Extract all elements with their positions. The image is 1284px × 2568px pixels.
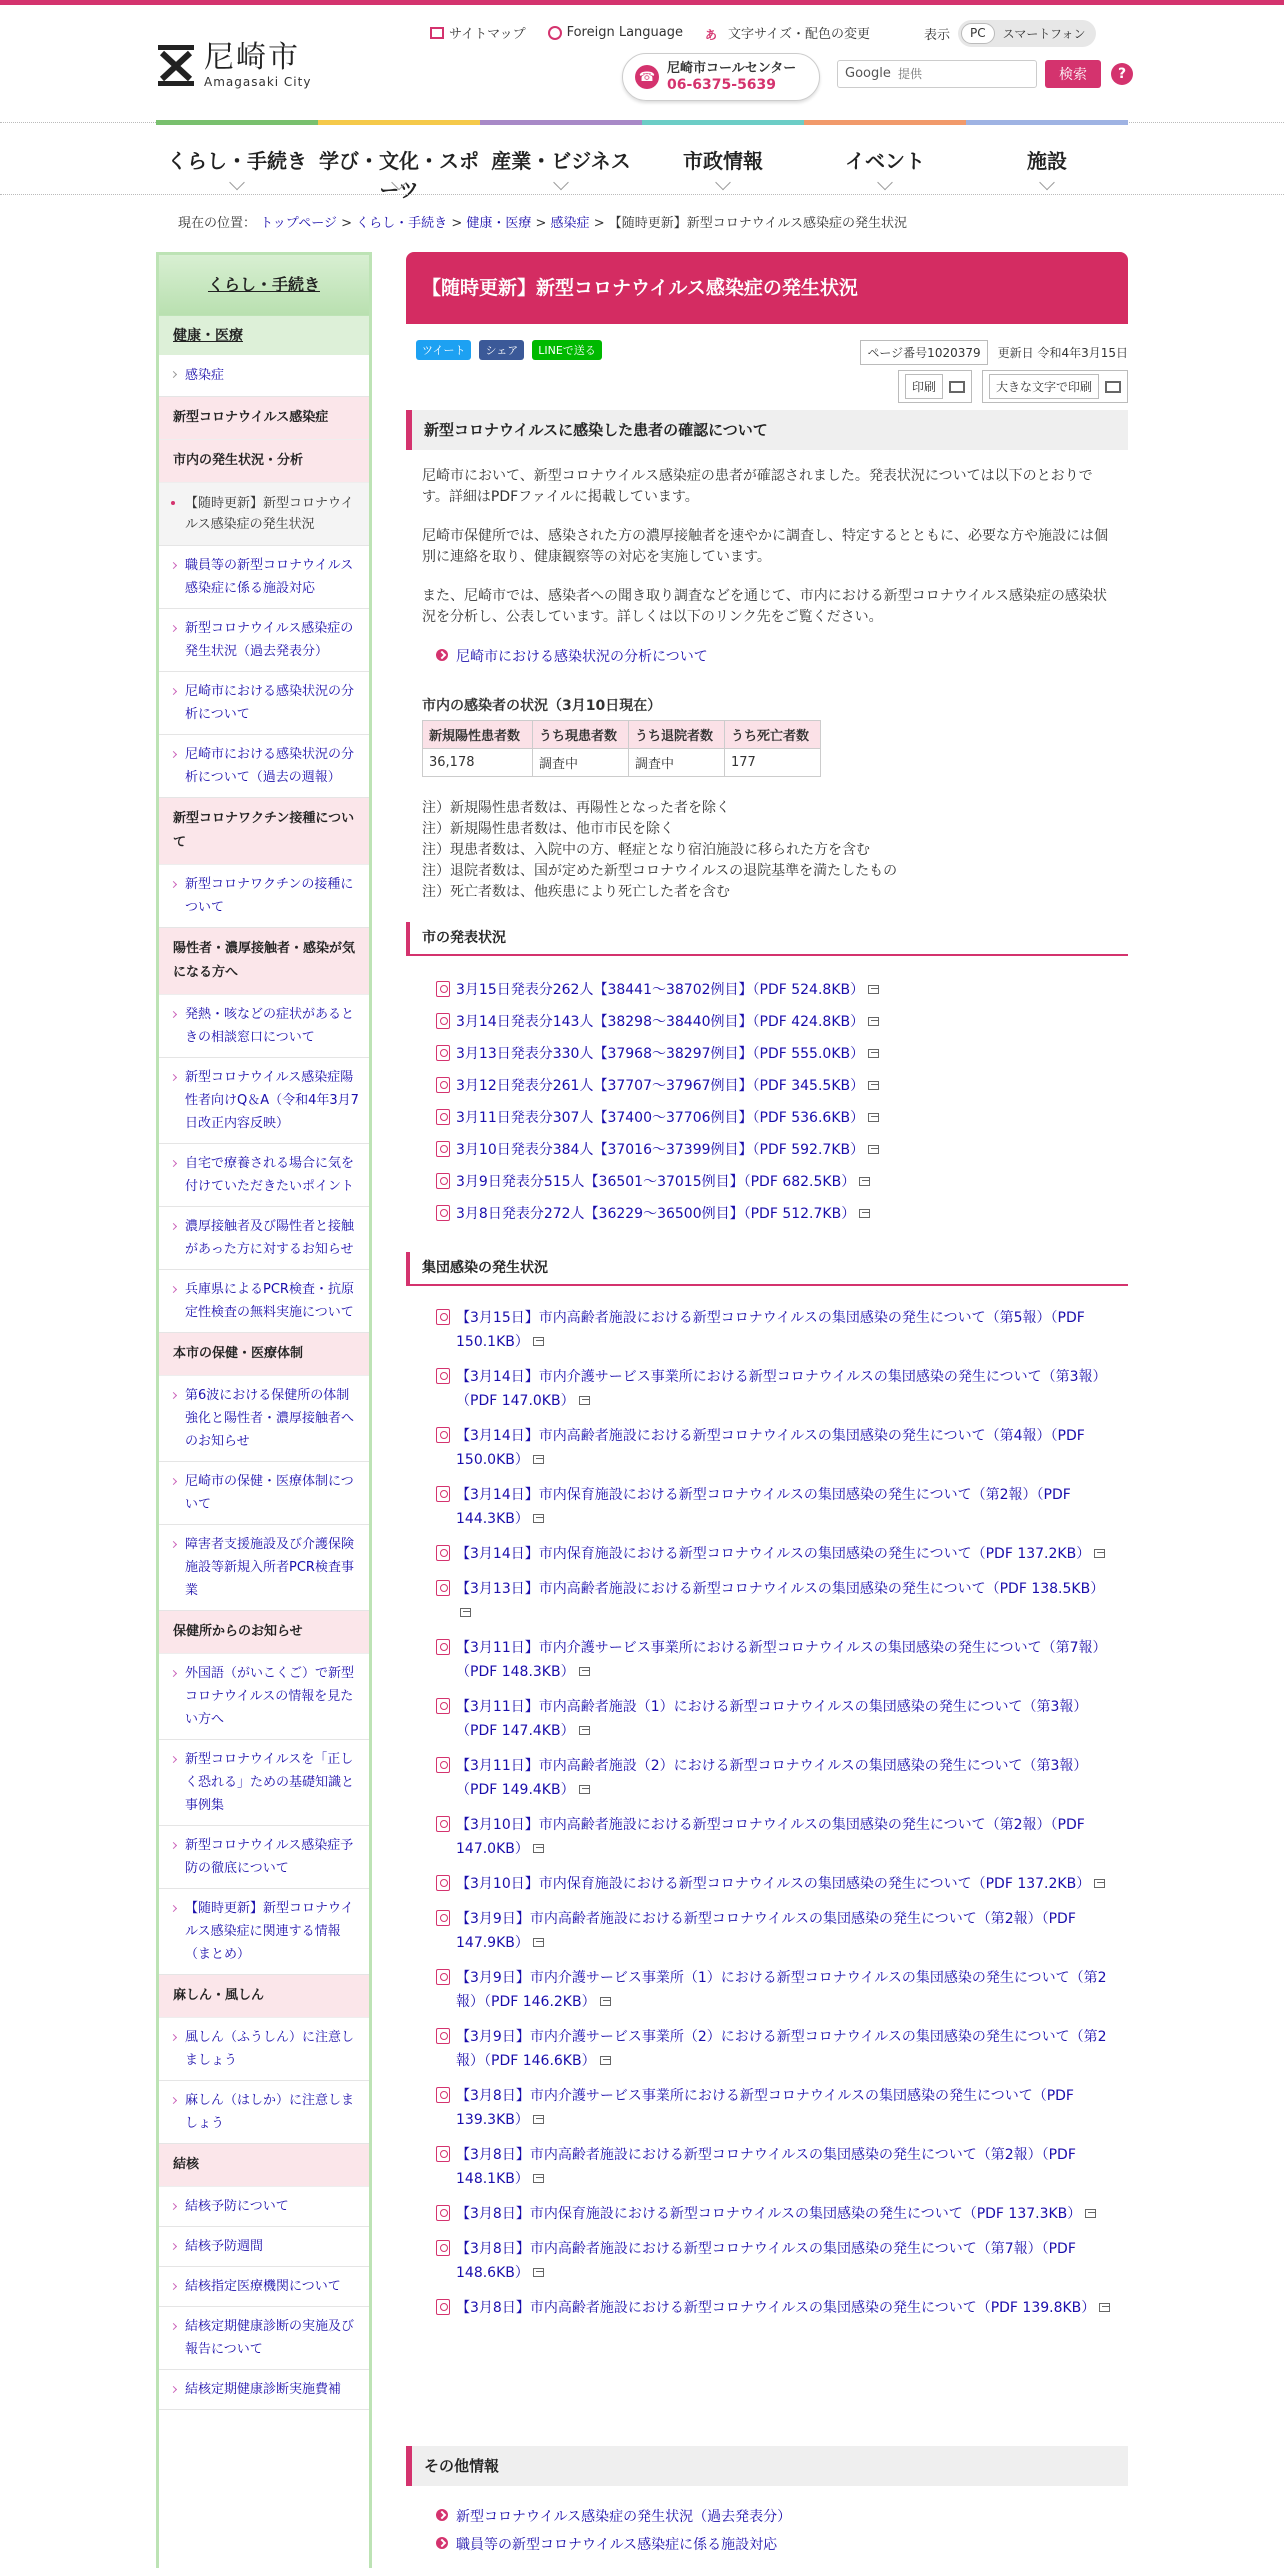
table-header: 新規陽性患者数 (423, 721, 533, 749)
pdf-icon (436, 2028, 450, 2044)
paragraph: 尼崎市において、新型コロナウイルス感染症の患者が確認されました。発表状況については以下のとおりです。詳細はPDFファイルに掲載しています。 (422, 468, 1093, 505)
sidebar-section-vaccine: 新型コロナワクチン接種について (159, 798, 369, 865)
new-window-icon (579, 1396, 590, 1405)
print-large-button[interactable]: 大きな文字で印刷 (982, 370, 1128, 403)
sidebar-item[interactable]: 新型コロナウイルス感染症の発生状況（過去発表分） (159, 609, 369, 672)
new-window-icon (533, 2268, 544, 2277)
paragraph: 尼崎市保健所では、感染された方の濃厚接触者を速やかに調査し、特定するとともに、必要な方や施設には個別に連絡を取り、健康観察等の対応を実施しています。 (422, 528, 1108, 565)
page-meta (860, 340, 1128, 365)
pdf-icon (436, 1545, 450, 1561)
display-label: 表示 (924, 28, 951, 43)
gnav-manabi[interactable]: 学び・文化・スポーツ (318, 120, 480, 190)
list-item[interactable]: 3月11日発表分307人【37400～37706例目】（PDF 536.6KB） (436, 1106, 1116, 1138)
site-logo[interactable] (156, 41, 311, 89)
logo-name: 尼崎市 (204, 40, 300, 75)
page-title: 【随時更新】新型コロナウイルス感染症の発生状況 (406, 252, 1128, 324)
new-window-icon (579, 1726, 590, 1735)
list-item[interactable]: 【3月13日】市内高齢者施設における新型コロナウイルスの集団感染の発生について（PDF 138.5KB） (436, 1577, 1116, 1625)
breadcrumb-current: 【随時更新】新型コロナウイルス感染症の発生状況 (608, 216, 907, 231)
help-icon[interactable]: ? (1111, 63, 1133, 85)
breadcrumb-top[interactable]: トップページ (260, 216, 337, 231)
sidebar-item[interactable]: 濃厚接触者及び陽性者と接触があった方に対するお知らせ (159, 1207, 369, 1270)
sidebar-item[interactable]: 障害者支援施設及び介護保険施設等新規入所者PCR検査事業 (159, 1525, 369, 1611)
list-item[interactable]: 【3月8日】市内高齢者施設における新型コロナウイルスの集団感染の発生について（第7報）（PDF 148.6KB） (436, 2237, 1116, 2285)
sidebar-item[interactable]: 新型コロナウイルスを「正しく恐れる」ための基礎知識と事例集 (159, 1740, 369, 1826)
pdf-icon (436, 1639, 450, 1655)
cluster-pdf-list (436, 1306, 1116, 2331)
new-window-icon (533, 2115, 544, 2124)
note: 注）死亡者数は、他疾患により死亡した者を含む (422, 884, 730, 900)
printer-icon (1105, 381, 1121, 393)
share-buttons (416, 340, 602, 360)
sitemap-icon (430, 27, 444, 39)
new-window-icon (868, 1145, 879, 1154)
sidebar-item[interactable]: 麻しん（はしか）に注意しましょう (159, 2081, 369, 2144)
call-center-label: 尼崎市コールセンター (667, 61, 797, 76)
sidebar-link-kansensho[interactable]: 感染症 (159, 355, 369, 397)
sitemap-link[interactable]: サイトマップ (430, 23, 526, 42)
sidebar-item[interactable]: 風しん（ふうしん）に注意しましょう (159, 2018, 369, 2081)
infection-status-table (422, 720, 821, 777)
list-item[interactable]: 3月8日発表分272人【36229～36500例目】（PDF 512.7KB） (436, 1202, 1116, 1234)
page-number: ページ番号1020379 (860, 340, 987, 365)
sidebar-item[interactable]: 尼崎市における感染状況の分析について (159, 672, 369, 735)
sidebar-section-notice: 保健所からのお知らせ (159, 1611, 369, 1654)
other-link[interactable]: 新型コロナウイルス感染症の発生状況（過去発表分） (436, 2506, 791, 2526)
breadcrumb-kansensho[interactable]: 感染症 (550, 216, 590, 231)
pdf-icon (436, 1045, 450, 1061)
pdf-icon (436, 1757, 450, 1773)
list-item[interactable]: 3月13日発表分330人【37968～38297例目】（PDF 555.0KB） (436, 1042, 1116, 1074)
new-window-icon (859, 1177, 870, 1186)
gnav-sangyo[interactable]: 産業・ビジネス (480, 120, 642, 190)
list-item[interactable]: 【3月10日】市内保育施設における新型コロナウイルスの集団感染の発生について（PDF 137.2KB） (436, 1872, 1116, 1896)
new-window-icon (868, 1017, 879, 1026)
pdf-icon (436, 1486, 450, 1502)
new-window-icon (533, 2174, 544, 2183)
facebook-share-button[interactable]: シェア (479, 340, 524, 360)
note: 注）新規陽性患者数は、再陽性となった者を除く (422, 800, 730, 816)
display-toggle (924, 20, 1096, 47)
pdf-icon (436, 1109, 450, 1125)
new-window-icon (460, 1608, 471, 1617)
sidebar-item[interactable]: 新型コロナワクチンの接種について (159, 865, 369, 928)
gnav-kurashi[interactable]: くらし・手続き (156, 120, 318, 190)
sidebar-item[interactable]: 自宅で療養される場合に気を付けていただきたいポイント (159, 1144, 369, 1207)
city-emblem-icon (156, 41, 196, 89)
sidebar-item[interactable]: 尼崎市の保健・医療体制について (159, 1462, 369, 1525)
list-item[interactable]: 3月14日発表分143人【38298～38440例目】（PDF 424.8KB） (436, 1010, 1116, 1042)
pdf-icon (436, 2087, 450, 2103)
gnav-event[interactable]: イベント (804, 120, 966, 190)
table-cell: 177 (725, 749, 821, 777)
sidebar-section-positive: 陽性者・濃厚接触者・感染が気になる方へ (159, 928, 369, 995)
breadcrumb-kurashi[interactable]: くらし・手続き (356, 216, 448, 231)
sidebar-item[interactable]: 結核予防について (159, 2187, 369, 2227)
sidebar-item[interactable]: 尼崎市における感染状況の分析について（過去の週報） (159, 735, 369, 798)
new-window-icon (868, 985, 879, 994)
sidebar-section-corona: 新型コロナウイルス感染症 (159, 397, 369, 440)
list-item[interactable]: 【3月9日】市内高齢者施設における新型コロナウイルスの集団感染の発生について（第2報）（PDF 147.9KB） (436, 1907, 1116, 1955)
sidebar-item[interactable]: 職員等の新型コロナウイルス感染症に係る施設対応 (159, 546, 369, 609)
new-window-icon (579, 1785, 590, 1794)
table-cell: 調査中 (533, 749, 629, 777)
list-item[interactable]: 【3月9日】市内介護サービス事業所（2）における新型コロナウイルスの集団感染の発生について（第2報）（PDF 146.6KB） (436, 2025, 1116, 2073)
pdf-icon (436, 1368, 450, 1384)
font-size-link[interactable]: あ 文字サイズ・配色の変更 (705, 27, 870, 42)
google-brand: Google (845, 66, 891, 81)
list-item[interactable]: 【3月8日】市内高齢者施設における新型コロナウイルスの集団感染の発生について（第2報）（PDF 148.1KB） (436, 2143, 1116, 2191)
display-sp-option[interactable]: スマートフォン (1002, 27, 1086, 41)
pdf-icon (436, 1141, 450, 1157)
new-window-icon (533, 1844, 544, 1853)
new-window-icon (1094, 1549, 1105, 1558)
new-window-icon (600, 2056, 611, 2065)
breadcrumb: 現在の位置： トップページ > くらし・手続き > 健康・医療 > 感染症 > 【随時更新】新型コロナウイルス感染症の発生状況 (178, 216, 907, 231)
table-header: うち死亡者数 (725, 721, 821, 749)
pdf-icon (436, 981, 450, 997)
table-cell: 調査中 (629, 749, 725, 777)
city-pdf-list (436, 978, 1116, 1234)
sidebar-section-tb: 結核 (159, 2144, 369, 2187)
pdf-icon (436, 1816, 450, 1832)
other-link[interactable]: 職員等の新型コロナウイルス感染症に係る施設対応 (436, 2534, 777, 2554)
print-buttons (898, 370, 1128, 403)
gnav-shisetsu[interactable]: 施設 (966, 120, 1128, 190)
phone-icon: ☎ (635, 65, 659, 89)
new-window-icon (533, 1455, 544, 1464)
sidebar-item[interactable]: 新型コロナウイルス感染症予防の徹底について (159, 1826, 369, 1889)
globe-icon (548, 26, 562, 40)
notes (422, 798, 897, 903)
pdf-icon (436, 1580, 450, 1596)
pdf-icon (436, 2299, 450, 2315)
new-window-icon (868, 1113, 879, 1122)
global-nav (156, 120, 1128, 202)
sidebar-item[interactable]: 結核指定医療機関について (159, 2267, 369, 2307)
list-item[interactable]: 【3月9日】市内介護サービス事業所（1）における新型コロナウイルスの集団感染の発生について（第2報）（PDF 146.2KB） (436, 1966, 1116, 2014)
utility-links (430, 23, 870, 42)
print-button[interactable]: 印刷 (898, 370, 972, 403)
new-window-icon (868, 1081, 879, 1090)
new-window-icon (533, 1514, 544, 1523)
sidebar-item[interactable]: 外国語（がいこくご）で新型コロナウイルスの情報を見たい方へ (159, 1654, 369, 1740)
new-window-icon (533, 1938, 544, 1947)
list-item[interactable]: 【3月8日】市内高齢者施設における新型コロナウイルスの集団感染の発生について（PDF 139.8KB） (436, 2296, 1116, 2320)
list-item[interactable]: 【3月11日】市内高齢者施設（1）における新型コロナウイルスの集団感染の発生について（第3報）（PDF 147.4KB） (436, 1695, 1116, 1743)
list-item[interactable]: 【3月8日】市内保育施設における新型コロナウイルスの集団感染の発生について（PDF 137.3KB） (436, 2202, 1116, 2226)
sidebar-section-health-system: 本市の保健・医療体制 (159, 1333, 369, 1376)
sidebar-item[interactable]: 新型コロナウイルス感染症陽性者向けQ＆A（令和4年3月7日改正内容反映） (159, 1058, 369, 1144)
list-item[interactable]: 3月12日発表分261人【37707～37967例目】（PDF 345.5KB） (436, 1074, 1116, 1106)
gnav-shisei[interactable]: 市政情報 (642, 120, 804, 190)
pdf-icon (436, 2146, 450, 2162)
list-item[interactable]: 【3月10日】市内高齢者施設における新型コロナウイルスの集団感染の発生について（第2報）（PDF 147.0KB） (436, 1813, 1116, 1861)
section-heading-confirm: 新型コロナウイルスに感染した患者の確認について (406, 410, 1128, 450)
list-item[interactable]: 【3月11日】市内介護サービス事業所における新型コロナウイルスの集団感染の発生について（第7報）（PDF 148.3KB） (436, 1636, 1116, 1684)
sidebar (156, 252, 372, 2568)
pdf-icon (436, 1698, 450, 1714)
sidebar-item[interactable]: 結核予防週間 (159, 2227, 369, 2267)
new-window-icon (1094, 1879, 1105, 1888)
new-window-icon (579, 1667, 590, 1676)
breadcrumb-kenko[interactable]: 健康・医療 (466, 216, 532, 231)
pdf-icon (436, 1309, 450, 1325)
section-heading-city: 市の発表状況 (406, 922, 1128, 956)
sidebar-item[interactable]: 結核定期健康診断実施費補 (159, 2370, 369, 2410)
pdf-icon (436, 1205, 450, 1221)
list-item[interactable]: 【3月14日】市内保育施設における新型コロナウイルスの集団感染の発生について（PDF 137.2KB） (436, 1542, 1116, 1566)
pdf-icon (436, 1969, 450, 1985)
new-window-icon (859, 1209, 870, 1218)
sidebar-section-measles: 麻しん・風しん (159, 1975, 369, 2018)
main-content (406, 252, 1128, 2553)
new-window-icon (533, 1337, 544, 1346)
call-center-number: 06-6375-5639 (667, 77, 777, 93)
section-heading-cluster: 集団感染の発生状況 (406, 1252, 1128, 1286)
sidebar-item[interactable]: 結核定期健康診断の実施及び報告について (159, 2307, 369, 2370)
pdf-icon (436, 2205, 450, 2221)
display-switch (958, 20, 1096, 47)
sidebar-item[interactable]: 兵庫県によるPCR検査・抗原定性検査の無料実施について (159, 1270, 369, 1333)
sidebar-section-status: 市内の発生状況・分析 (159, 440, 369, 483)
printer-icon (949, 381, 965, 393)
search-button[interactable]: 検索 (1045, 60, 1101, 88)
analysis-link[interactable]: 尼崎市における感染状況の分析について (436, 646, 708, 666)
list-item[interactable]: 【3月11日】市内高齢者施設（2）における新型コロナウイルスの集団感染の発生について（第3報）（PDF 149.4KB） (436, 1754, 1116, 1802)
foreign-language-link[interactable]: Foreign Language (548, 23, 683, 42)
list-item[interactable]: 3月10日発表分384人【37016～37399例目】（PDF 592.7KB） (436, 1138, 1116, 1170)
table-header: うち現患者数 (533, 721, 629, 749)
paragraph: また、尼崎市では、感染者への聞き取り調査などを通じて、市内における新型コロナウイルス感染症の感染状況を分析し、公表しています。詳しくは以下のリンク先をご覧ください。 (422, 588, 1107, 625)
note: 注）現患者数は、入院中の方、軽症となり宿泊施設に移られた方を含む (422, 842, 870, 858)
sidebar-item[interactable]: 発熱・咳などの症状があるときの相談窓口について (159, 995, 369, 1058)
list-item[interactable]: 【3月14日】市内高齢者施設における新型コロナウイルスの集団感染の発生について（第4報）（PDF 150.0KB） (436, 1424, 1116, 1472)
pdf-icon (436, 1077, 450, 1093)
pdf-icon (436, 1875, 450, 1891)
sidebar-item[interactable]: 【随時更新】新型コロナウイルス感染症に関連する情報（まとめ） (159, 1889, 369, 1975)
nav-divider (0, 194, 1284, 195)
updated-date: 更新日 令和4年3月15日 (997, 346, 1128, 360)
new-window-icon (1099, 2303, 1110, 2312)
font-size-icon: あ (705, 27, 718, 42)
new-window-icon (868, 1049, 879, 1058)
list-item[interactable]: 【3月15日】市内高齢者施設における新型コロナウイルスの集団感染の発生について（第5報）（PDF 150.1KB） (436, 1306, 1116, 1354)
list-item[interactable]: 3月15日発表分262人【38441～38702例目】（PDF 524.8KB） (436, 978, 1116, 1010)
note: 注）退院者数は、国が定めた新型コロナウイルスの退院基準を満たしたもの (422, 863, 898, 879)
site-header (0, 5, 1284, 123)
list-item[interactable]: 【3月14日】市内保育施設における新型コロナウイルスの集団感染の発生について（第2報）（PDF 144.3KB） (436, 1483, 1116, 1531)
search-input[interactable] (837, 60, 1037, 88)
logo-sub: Amagasaki City (204, 75, 312, 89)
section-heading-other: その他情報 (406, 2446, 1128, 2486)
site-search (837, 60, 1133, 88)
pdf-icon (436, 1013, 450, 1029)
sidebar-head[interactable]: くらし・手続き (159, 255, 369, 315)
list-item[interactable]: 3月9日発表分515人【36501～37015例目】（PDF 682.5KB） (436, 1170, 1116, 1202)
pdf-icon (436, 1173, 450, 1189)
pdf-icon (436, 1910, 450, 1926)
call-center-box[interactable] (622, 53, 820, 101)
sidebar-current-page: 【随時更新】新型コロナウイルス感染症の発生状況 (159, 483, 369, 546)
new-window-icon (1085, 2209, 1096, 2218)
pdf-icon (436, 1427, 450, 1443)
sidebar-item[interactable]: 第6波における保健所の体制強化と陽性者・濃厚接触者へのお知らせ (159, 1376, 369, 1462)
pdf-icon (436, 2240, 450, 2256)
table-caption: 市内の感染者の状況（3月10日現在） (422, 698, 662, 714)
display-pc-option[interactable]: PC (961, 23, 995, 44)
note: 注）新規陽性患者数は、他市市民を除く (422, 821, 674, 837)
table-header: うち退院者数 (629, 721, 725, 749)
table-cell: 36,178 (423, 749, 533, 777)
sidebar-category[interactable]: 健康・医療 (159, 315, 369, 355)
new-window-icon (600, 1997, 611, 2006)
list-item[interactable]: 【3月8日】市内介護サービス事業所における新型コロナウイルスの集団感染の発生について（PDF 139.3KB） (436, 2084, 1116, 2132)
tweet-button[interactable]: ツイート (416, 340, 471, 360)
list-item[interactable]: 【3月14日】市内介護サービス事業所における新型コロナウイルスの集団感染の発生について（第3報）（PDF 147.0KB） (436, 1365, 1116, 1413)
line-share-button[interactable]: LINEで送る (532, 340, 602, 360)
